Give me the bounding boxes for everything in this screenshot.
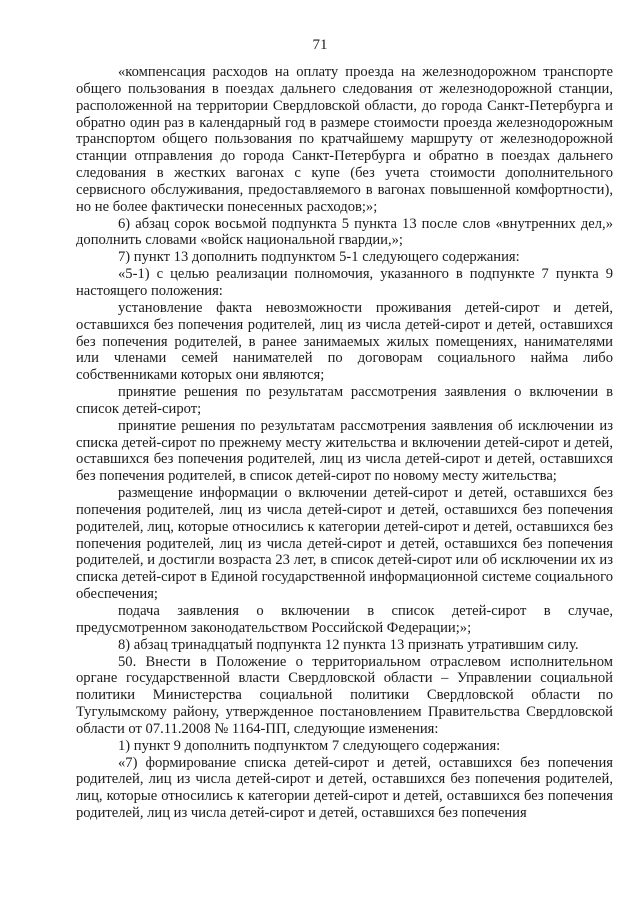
paragraph-list-formation: «7) формирование списка детей-сирот и детей, оставшихся без попечения родителей, лиц из числа детей-сирот и детей, оставшихся без попечения родителей, лиц, которые относились к категории детей-сирот и детей, оставшихся без попечения родителей, лиц из числа детей-сирот и детей, оставшихся без попечения — [76, 754, 613, 822]
document-body — [76, 64, 613, 822]
paragraph-section-50: 50. Внести в Положение о территориальном отраслевом исполнительном органе государственной власти Свердловской области – Управлении социальной политики Министерства социальной политики Свердловской области по Тугулымскому району, утвержденное постановлением Правительства Свердловской области от 07.11.2008 № 1164-ПП, следующие изменения: — [76, 653, 613, 737]
paragraph-item-8: 8) абзац тринадцатый подпункта 12 пункта 13 признать утратившим силу. — [118, 636, 579, 653]
paragraph-establishment: установление факта невозможности проживания детей-сирот и детей, оставшихся без попечения родителей, лиц из числа детей-сирот и детей, оставшихся без попечения родителей, в ранее занимаемых жилых помещениях, нанимателями или членами семей нанимателей по договорам социального найма либо собственниками которых они являются; — [76, 299, 613, 384]
paragraph-application: подача заявления о включении в список детей-сирот в случае, предусмотренном законодательством Российской Федерации;»; — [76, 603, 613, 636]
paragraph-information-placement: размещение информации о включении детей-сирот и детей, оставшихся без попечения родителей, лиц из числа детей-сирот и детей, оставшихся без попечения родителей, лиц, которые относились к категории детей-сирот и детей, оставшихся без попечения родителей, лиц из числа детей-сирот и детей, оставшихся без попечения родителей, и достигли возраста 23 лет, в список детей-сирот или об исключении их из списка детей-сирот в Единой государственной информационной системе социального обеспечения; — [76, 485, 613, 603]
paragraph-item-1: 1) пункт 9 дополнить подпунктом 7 следующего содержания: — [118, 737, 501, 754]
paragraph-item-7: 7) пункт 13 дополнить подпунктом 5-1 следующего содержания: — [118, 249, 520, 266]
paragraph-decision-exclusion: принятие решения по результатам рассмотрения заявления об исключении из списка детей-сирот по прежнему месту жительства и включении детей-сирот и детей, оставшихся без попечения родителей, лиц из числа детей-сирот и детей, оставшихся без попечения родителей, в список детей-сирот по новому месту жительства; — [76, 417, 613, 485]
paragraph-item-6: 6) абзац сорок восьмой подпункта 5 пункта 13 после слов «внутренних дел,» дополнить словами «войск национальной гвардии,»; — [76, 215, 613, 249]
page-number: 71 — [312, 37, 328, 53]
paragraph-decision-inclusion: принятие решения по результатам рассмотрения заявления о включении в список детей-сирот; — [76, 384, 613, 417]
paragraph-subitem-5-1: «5-1) с целью реализации полномочия, указанного в подпункте 7 пункта 9 настоящего положения: — [76, 266, 613, 299]
paragraph-compensation: «компенсация расходов на оплату проезда на железнодорожном транспорте общего пользования в поездах дальнего следования от железнодорожной станции, расположенной на территории Свердловской области, до города Санкт-Петербурга и обратно один раз в календарный год в размере стоимости проезда железнодорожным транспортом общего пользования по кратчайшему маршруту от железнодорожной станции отправления до города Санкт-Петербурга и обратно в поездах дальнего следования в жестких вагонах с купе (без учета стоимости дополнительного сервисного обслуживания, предоставляемого в вагонах повышенной комфортности), но не более фактически понесенных расходов;»; — [76, 64, 613, 215]
